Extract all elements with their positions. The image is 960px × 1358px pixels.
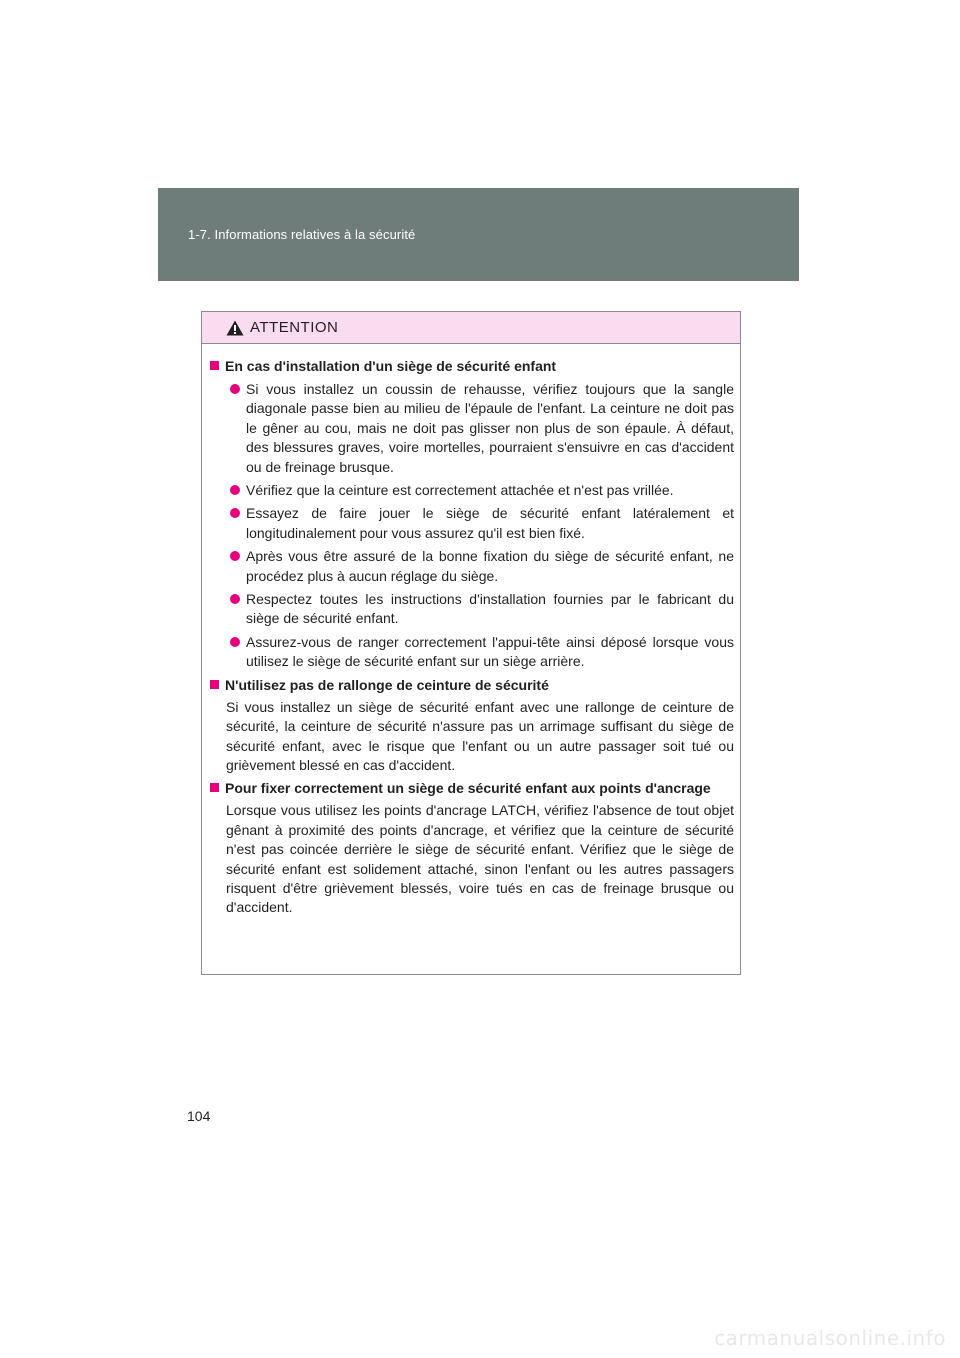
warning-body (202, 344, 740, 918)
list-item: Respectez toutes les instructions d'installation fournies par le fabricant du siège de sécurité enfant. (224, 590, 734, 629)
list-item: Assurez-vous de ranger correctement l'appui-tête ainsi déposé lorsque vous utilisez le siège de sécurité enfant sur un siège arrière. (224, 633, 734, 672)
section-paragraph: Lorsque vous utilisez les points d'ancrage LATCH, vérifiez l'absence de tout objet gênant à proximité des points d'ancrage, et vérifiez que la ceinture de sécurité n'est pas coincée derrière le siège de sécurité enfant. Vérifiez que le siège de sécurité enfant est solidement attaché, sinon l'enfant ou les autres passagers risquent d'être grièvement blessés, voire tués en cas de freinage brusque ou d'accident. (226, 802, 734, 916)
round-bullet-icon (230, 508, 240, 518)
section-paragraph: Si vous installez un siège de sécurité enfant avec une rallonge de ceinture de sécurité, la ceinture de sécurité n'assure pas un arrimage suffisant du siège de sécurité enfant, avec le risque que l'enfant ou un autre passager soit tué ou grièvement blessé en cas d'accident. (226, 698, 734, 773)
list-item: Si vous installez un coussin de rehausse, vérifiez toujours que la sangle diagonale passe bien au milieu de l'épaule de l'enfant. La ceinture ne doit pas le gêner au cou, mais ne doit pas glisser non plus de son épaule. À défaut, des blessures graves, voire mortelles, pourraient s'ensuivre en cas d'accident ou de freinage brusque. (224, 380, 734, 477)
round-bullet-icon (230, 637, 240, 647)
warning-box (201, 311, 741, 975)
page-number: 104 (187, 1108, 211, 1124)
round-bullet-icon (230, 485, 240, 495)
square-bullet-icon (210, 361, 219, 370)
chapter-section-title: 1-7. Informations relatives à la sécurité (188, 227, 416, 242)
square-bullet-icon (210, 783, 219, 792)
round-bullet-icon (230, 384, 240, 394)
warning-header (202, 312, 740, 344)
section-heading: N'utilisez pas de rallonge de ceinture de sécurité (209, 675, 734, 695)
warning-title: ATTENTION (250, 319, 339, 336)
watermark-logo: carmanualsonline.info (714, 1326, 946, 1350)
section-heading: Pour fixer correctement un siège de sécurité enfant aux points d'ancrage (209, 778, 734, 798)
section-heading: En cas d'installation d'un siège de sécurité enfant (209, 356, 734, 376)
warning-triangle-icon (226, 320, 244, 336)
round-bullet-icon (230, 551, 240, 561)
list-item: Essayez de faire jouer le siège de sécurité enfant latéralement et longitudinalement pour vous assurez qu'il est bien fixé. (224, 504, 734, 543)
list-item: Vérifiez que la ceinture est correctement attachée et n'est pas vrillée. (224, 481, 734, 500)
round-bullet-icon (230, 594, 240, 604)
list-item: Après vous être assuré de la bonne fixation du siège de sécurité enfant, ne procédez plus à aucun réglage du siège. (224, 547, 734, 586)
square-bullet-icon (210, 680, 219, 689)
